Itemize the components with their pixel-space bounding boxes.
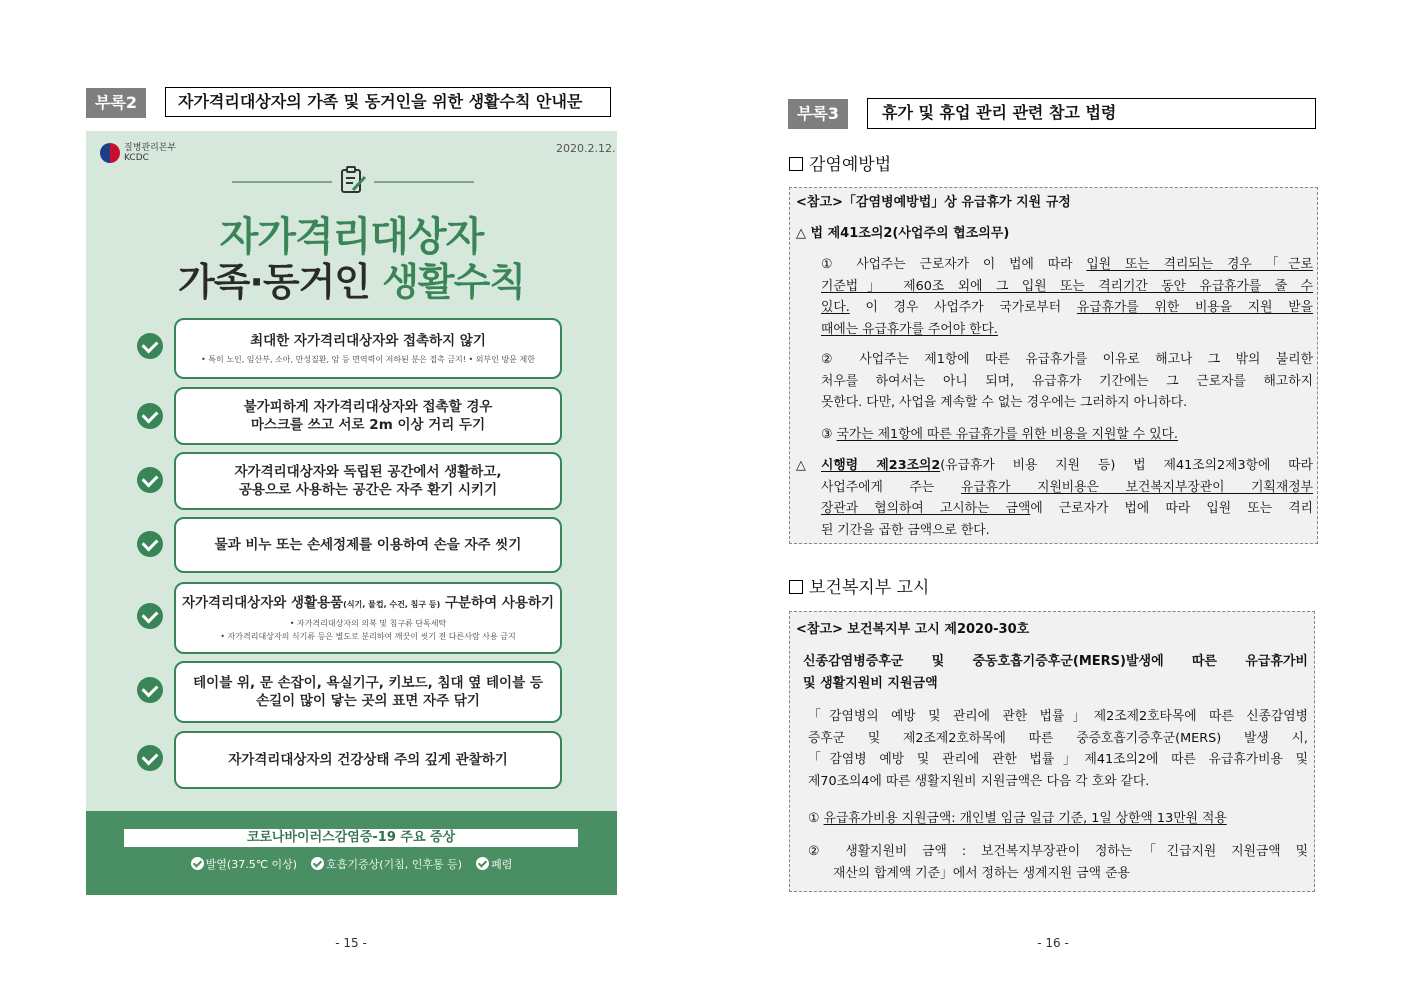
notice-heading: 신종감염병증후군 및 중동호흡기증후군(MERS)발생에 따른 유급휴가비 및 생활지원비 지원금액 xyxy=(803,654,1308,691)
deco-line-left xyxy=(232,181,332,183)
article-paragraph: ② 사업주는 제1항에 따른 유급휴가를 이유로 해고나 그 밖의 불리한 처우를 하여서는 아니 되며, 유급휴가 기간에는 그 근로자를 해고하지 못한다. 다만, 사업을 계속할 수 없는 경우에는 그러하지 아니하다. xyxy=(821,352,1313,410)
check-icon xyxy=(137,333,163,359)
poster xyxy=(86,131,617,895)
appendix-tag: 부록3 xyxy=(788,99,848,129)
memo-icon xyxy=(338,165,368,195)
section-title: 감염예방법 xyxy=(789,150,891,175)
rule-card: 최대한 자가격리대상자와 접촉하지 않기 • 특히 노인, 임산부, 소아, 만성질환, 암 등 면역력이 저하된 분은 접촉 금지! • 외부인 방문 제한 xyxy=(174,318,562,379)
square-bullet-icon xyxy=(789,157,803,171)
symptom-list: 발열(37.5℃ 이상) 호흡기증상(기침, 인후통 등) 폐렴 xyxy=(86,856,617,872)
rule-card: 자가격리대상자와 독립된 공간에서 생활하고, 공용으로 사용하는 공간은 자주 환기 시키기 xyxy=(174,452,562,510)
check-icon xyxy=(137,603,163,629)
kcdc-logo-icon xyxy=(100,143,120,163)
rule-card: 자가격리대상자와 생활용품(식기, 물컵, 수건, 침구 등) 구분하여 사용하기 • 자가격리대상자의 의복 및 침구류 단독세탁 • 자가격리대상자의 식기류 등은 별도로 분리하여 깨끗이 씻기 전 다른사람 사용 금지 xyxy=(174,582,562,654)
check-icon xyxy=(191,857,204,870)
check-icon xyxy=(137,467,163,493)
article-paragraph: ① 사업주는 근로자가 이 법에 따라 입원 또는 격리되는 경우 「근로 기준법」 제60조 외에 그 입원 또는 격리기간 동안 유급휴가를 줄 수 있다. 이 경우 사업주가 국가로부터 유급휴가를 위한 비용을 지원 받을 때에는 유급휴가를 주어야 한다. xyxy=(821,257,1313,337)
poster-date: 2020.2.12. xyxy=(556,142,616,155)
check-icon xyxy=(476,857,489,870)
poster-title-line2: 가족·동거인 생활수칙 xyxy=(177,260,526,304)
notice-item: ② 생활지원비 금액 : 보건복지부장관이 정하는「긴급지원 지원금액 및 재산의 합계액 기준」에서 정하는 생계지원 금액 준용 xyxy=(808,844,1308,881)
check-icon xyxy=(137,677,163,703)
appendix-title: 자가격리대상자의 가족 및 동거인을 위한 생활수칙 안내문 xyxy=(165,87,611,117)
poster-title-line1: 자가격리대상자 xyxy=(219,214,484,260)
deco-line-right xyxy=(374,181,474,183)
appendix-title: 휴가 및 휴업 관리 관련 참고 법령 xyxy=(867,98,1316,129)
article-paragraph: ③ 국가는 제1항에 따른 유급휴가를 위한 비용을 지원할 수 있다. xyxy=(821,427,1178,442)
notice-body: 「감염병의 예방 및 관리에 관한 법률」제2조제2호타목에 따른 신종감염병 증후군 및 제2조제2호하목에 따른 중증호흡기증후군(MERS) 발생 시, 「감염병 예방 및 관리에 관한 법률」제41조의2에 따른 유급휴가비용 및 제70조의4에 따른 생활지원비 지원금액은 다음 각 호와 같다. xyxy=(808,709,1308,789)
reference-title: <참고>「감염병예방법」상 유급휴가 지원 규정 xyxy=(796,195,1071,210)
check-icon xyxy=(137,531,163,557)
check-icon xyxy=(137,745,163,771)
rule-card: 테이블 위, 문 손잡이, 욕실기구, 키보드, 침대 옆 테이블 등 손길이 많이 닿는 곳의 표면 자주 닦기 xyxy=(174,661,562,723)
org-name: 질병관리본부 KCDC xyxy=(124,143,177,163)
notice-item: ① 유급휴가비용 지원금액: 개인별 임금 일급 기준, 1일 상한액 13만원 적용 xyxy=(808,811,1227,826)
appendix-tag: 부록2 xyxy=(86,88,146,118)
rule-card: 물과 비누 또는 손세정제를 이용하여 손을 자주 씻기 xyxy=(174,517,562,573)
article-title: △ 법 제41조의2(사업주의 협조의무) xyxy=(796,226,1010,241)
article-mark: △ xyxy=(796,458,806,473)
symptom-footer xyxy=(86,811,617,895)
reference-title: <참고> 보건복지부 고시 제2020-30호 xyxy=(796,622,1030,637)
rule-card: 자가격리대상자의 건강상태 주의 깊게 관찰하기 xyxy=(174,731,562,789)
section-title: 보건복지부 고시 xyxy=(789,573,929,598)
rule-card: 불가피하게 자가격리대상자와 접촉할 경우 마스크를 쓰고 서로 2m 이상 거리 두기 xyxy=(174,387,562,445)
reference-box xyxy=(789,611,1315,892)
article-paragraph: 시행령 제23조의2(유급휴가 비용 지원 등) 법 제41조의2제3항에 따라 사업주에게 주는 유급휴가 지원비용은 보건복지부장관이 기획재정부 장관과 협의하여 고시하는 금액에 근로자가 법에 따라 입원 또는 격리 된 기간을 곱한 금액으로 한다. xyxy=(821,458,1313,538)
page-number: - 15 - xyxy=(335,936,367,950)
page-number: - 16 - xyxy=(1037,936,1069,950)
symptom-title: 코로나바이러스감염증-19 주요 증상 xyxy=(124,829,578,847)
check-icon xyxy=(137,403,163,429)
check-icon xyxy=(311,857,324,870)
square-bullet-icon xyxy=(789,580,803,594)
reference-box xyxy=(789,187,1318,544)
